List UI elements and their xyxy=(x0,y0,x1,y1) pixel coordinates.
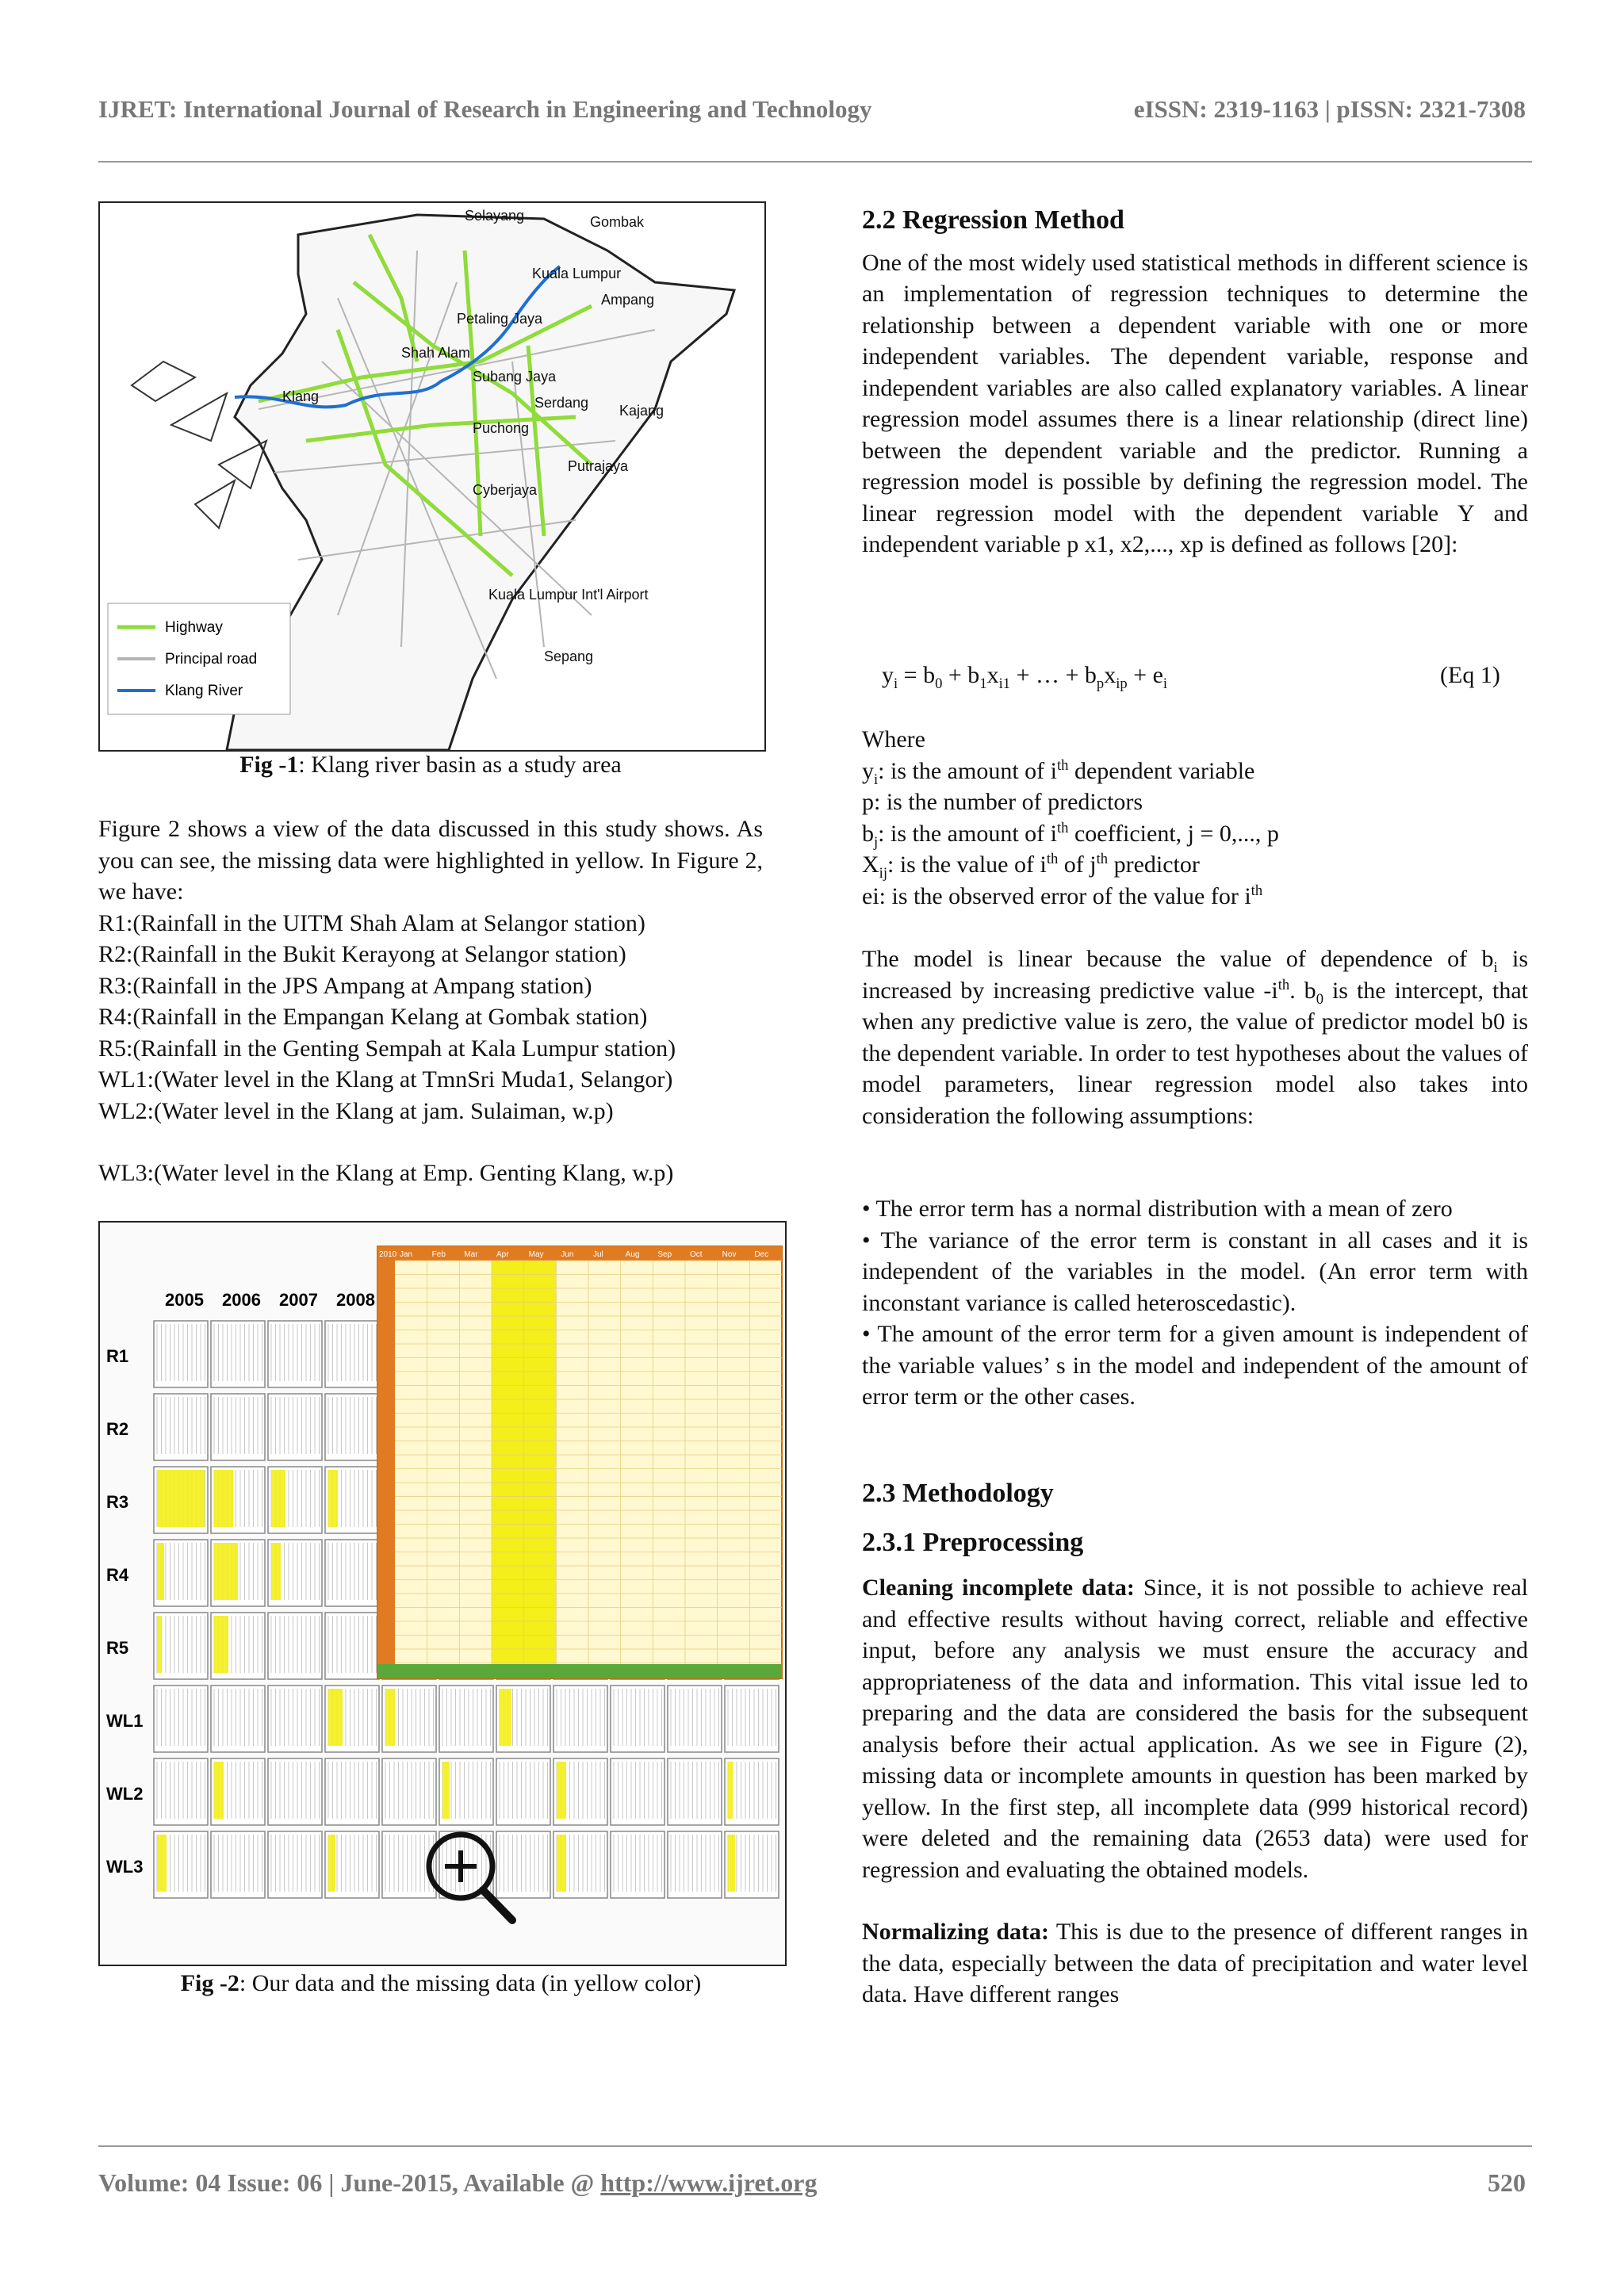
list-item: R1:(Rainfall in the UITM Shah Alam at Selangor station) xyxy=(98,909,645,936)
data-cell xyxy=(725,1686,779,1752)
fig2-data-grid xyxy=(98,1221,787,1966)
data-cell xyxy=(211,1394,265,1460)
list-item: R2:(Rainfall in the Bukit Kerayong at Selangor station) xyxy=(98,941,626,967)
place-label: Cyberjaya xyxy=(473,482,538,498)
regression-paragraph: One of the most widely used statistical methods in different science is an implementation of regression techniques to determine the relationship between a dependent variable with one or more independent variables. The dependent variable, response and independent variables are also called explanatory variables. A linear regression model assumes there is a linear relationship (direct line) between the dependent variable and the predictor. Running a regression model is possible by defining the regression model. The linear regression model with the dependent variable Y and independent variable p x1, x2,..., xp is defined as follows [20]: xyxy=(862,249,1528,557)
normalizing-text: This is due to the presence of different ranges in the data, especially between the data of precipitation and water level data. Have different ranges xyxy=(862,1919,1529,2007)
month-header: 2010 xyxy=(379,1250,397,1259)
data-cell xyxy=(211,1831,265,1898)
month-header: Mar xyxy=(464,1250,478,1259)
fig2-intro: Figure 2 shows a view of the data discussed in this study shows. As you can see, the missing data were highlighted in yellow. In Figure 2, we have: xyxy=(98,816,763,905)
def-p: p: is the number of predictors xyxy=(862,789,1143,815)
fig2-caption-label: Fig -2 xyxy=(180,1970,239,1996)
data-cell xyxy=(268,1613,322,1679)
def-bj-text: : is the amount of i xyxy=(878,820,1057,847)
place-label: Ampang xyxy=(601,292,655,308)
assumption-item: • The variance of the error term is constant in all cases and it is independent of the variables in the model. (An error term with inconstant variance is called heteroscedastic). xyxy=(862,1226,1528,1316)
list-item: R5:(Rainfall in the Genting Sempah at Kala Lumpur station) xyxy=(98,1035,676,1062)
def-ei-text: ei: is the observed error of the value for i xyxy=(862,882,1251,909)
legend-klang-river: Klang River xyxy=(165,683,243,699)
missing-data-mark xyxy=(214,1543,238,1600)
data-cell xyxy=(325,1758,379,1825)
missing-data-mark xyxy=(728,1835,735,1892)
fig1-caption xyxy=(98,749,763,781)
missing-data-mark xyxy=(214,1762,224,1819)
row-label: WL3 xyxy=(106,1857,144,1877)
missing-data-mark xyxy=(157,1616,162,1673)
assumption-item: • The error term has a normal distribution with a mean of zero xyxy=(862,1196,1453,1222)
month-header: Sep xyxy=(657,1250,672,1259)
linear-model-paragraph xyxy=(862,943,1528,1131)
lm-text-3: . b xyxy=(1289,977,1316,1004)
data-cell xyxy=(611,1686,665,1752)
year-label: 2007 xyxy=(279,1290,318,1310)
page-number: 520 xyxy=(1488,2168,1526,2197)
missing-data-mark xyxy=(328,1835,335,1892)
missing-data-mark xyxy=(271,1470,285,1527)
def-xij: $X_{ij}$: is the value of $i^{th}$ of $j^{th}$ predictor xyxy=(862,851,1200,882)
missing-data-mark xyxy=(500,1689,511,1746)
place-label: Putrajaya xyxy=(568,458,629,474)
data-cell xyxy=(268,1758,322,1825)
normalizing-paragraph xyxy=(862,1916,1528,2011)
row-label: R4 xyxy=(106,1565,129,1585)
year-label: 2006 xyxy=(222,1290,261,1310)
fig1-caption-text: : Klang river basin as a study area xyxy=(298,752,622,778)
fig2-caption-text: : Our data and the missing data (in yellow color) xyxy=(239,1970,702,1996)
place-label: Puchong xyxy=(473,420,530,436)
where-label: Where xyxy=(862,726,925,752)
place-label: Shah Alam xyxy=(401,345,471,361)
year-label: 2005 xyxy=(165,1290,204,1310)
assumptions-list xyxy=(862,1193,1528,1413)
month-header: Jun xyxy=(561,1250,574,1259)
footer-volume: Volume: 04 Issue: 06 | June-2015, Available @ xyxy=(98,2168,601,2197)
data-cell xyxy=(439,1686,493,1752)
data-cell xyxy=(496,1758,550,1825)
cleaning-text: Since, it is not possible to achieve real and effective results without having correct, reliable and effective input, before any analysis we must ensure the accuracy and appropriateness of the data and information. This vital issue led to preparing and the data are considered the basis for the subsequent analysis before their actual application. As we see in Figure (2), missing data or incomplete amounts in question has been marked by yellow. In the first step, all incomplete data (999 historical record) were deleted and the remaining data (2653 data) were used for regression and evaluating the obtained models. xyxy=(862,1575,1528,1883)
place-label: Subang Jaya xyxy=(473,369,557,385)
month-header: Nov xyxy=(722,1250,737,1259)
list-item: WL1:(Water level in the Klang at TmnSri Muda1, Selangor) xyxy=(98,1066,673,1093)
place-label: Sepang xyxy=(544,649,594,664)
missing-data-mark xyxy=(328,1689,343,1746)
missing-data-mark xyxy=(728,1762,733,1819)
place-label: Kajang xyxy=(619,403,665,419)
data-cell xyxy=(268,1686,322,1752)
missing-data-mark xyxy=(157,1470,205,1527)
monthly-table xyxy=(377,1246,782,1678)
place-label: Gombak xyxy=(590,214,645,230)
month-header: May xyxy=(528,1250,544,1259)
list-item: R4:(Rainfall in the Empangan Kelang at Gombak station) xyxy=(98,1004,648,1030)
table-index-column xyxy=(377,1261,395,1664)
data-cell xyxy=(382,1758,436,1825)
data-cell xyxy=(496,1831,550,1898)
journal-title: IJRET: International Journal of Research in Engineering and Technology xyxy=(98,95,872,123)
fig1-caption-label: Fig -1 xyxy=(239,752,299,778)
missing-data-mark xyxy=(214,1470,233,1527)
place-label: Klang xyxy=(282,388,320,404)
data-cell xyxy=(154,1613,208,1679)
place-label: Petaling Jaya xyxy=(457,311,543,327)
row-label: R1 xyxy=(106,1346,129,1366)
def-yi-text: : is the amount of i xyxy=(878,757,1057,784)
footer-link[interactable]: http://www.ijret.org xyxy=(600,2168,818,2197)
month-header: Apr xyxy=(496,1250,509,1259)
data-cell xyxy=(668,1686,722,1752)
methodology-section xyxy=(862,1478,1528,2011)
right-column xyxy=(862,205,1528,561)
data-cell xyxy=(725,1758,779,1825)
row-label: WL2 xyxy=(106,1784,144,1804)
data-cell xyxy=(325,1540,379,1606)
cleaning-paragraph xyxy=(862,1572,1528,1885)
fig2-description xyxy=(98,813,763,1189)
missing-data-mark xyxy=(442,1762,450,1819)
header-rule xyxy=(98,161,1532,163)
issn: eISSN: 2319-1163 | pISSN: 2321-7308 xyxy=(1133,95,1526,123)
equation-1: $y_i = b_0 + b_1x_{i1}$ + … + $b_px_{ip} + e_i$ xyxy=(882,662,1168,692)
lm-text-1: The model is linear because the value of dependence of b xyxy=(862,946,1494,972)
cleaning-label: Cleaning incomplete data: xyxy=(862,1575,1135,1601)
month-header: Oct xyxy=(690,1250,703,1259)
section-2-3-title: 2.3 Methodology xyxy=(862,1479,1054,1508)
section-2-2-title: 2.2 Regression Method xyxy=(862,205,1124,235)
row-label: R3 xyxy=(106,1492,129,1512)
page-footer xyxy=(98,2168,1532,2198)
lm-text-2: is increased by increasing predictive value -i xyxy=(862,946,1528,1004)
list-item: WL3:(Water level in the Klang at Emp. Genting Klang, w.p) xyxy=(98,1160,674,1186)
data-cell xyxy=(325,1321,379,1387)
data-cell xyxy=(211,1686,265,1752)
def-bj: $b_j$: is the amount of $i^{th}$ coefficient, j = 0,..., p xyxy=(862,819,1279,851)
data-cell xyxy=(668,1831,722,1898)
equation-label: (Eq 1) xyxy=(1440,662,1500,688)
place-label: Selayang xyxy=(465,208,525,224)
month-header: Feb xyxy=(431,1250,446,1259)
missing-data-mark xyxy=(157,1835,167,1892)
missing-data-mark xyxy=(328,1470,338,1527)
table-footer-bar xyxy=(377,1664,782,1678)
data-cell xyxy=(154,1686,208,1752)
where-block xyxy=(862,724,1528,912)
def-yi: $y_i$: is the amount of $i^{th}$ dependent variable xyxy=(862,756,1255,788)
year-label: 2008 xyxy=(336,1290,375,1310)
legend-highway: Highway xyxy=(165,619,223,636)
data-cell xyxy=(154,1758,208,1825)
missing-data-mark xyxy=(557,1835,566,1892)
data-cell xyxy=(154,1394,208,1460)
month-header: Aug xyxy=(625,1250,640,1259)
map-legend xyxy=(108,603,290,714)
footer-rule xyxy=(98,2145,1532,2147)
place-label: Kuala Lumpur xyxy=(532,266,622,281)
map-graphic xyxy=(100,203,764,750)
assumption-item: • The amount of the error term for a given amount is independent of the variable values’ s in the model and independent of the amount of error term or the other cases. xyxy=(862,1321,1528,1410)
month-header: Jul xyxy=(593,1250,603,1259)
data-cell xyxy=(668,1758,722,1825)
normalizing-label: Normalizing data: xyxy=(862,1919,1050,1945)
missing-data-mark xyxy=(557,1762,566,1819)
legend-principal-road: Principal road xyxy=(165,651,258,668)
linear-model-text: The model is linear because the value of dependence of $b_i$ is increased by increasing predictive value $-i^{th}$. $b_0$ is the intercept, that when any predictive value is zero, the value of predictor model b0 is the dependent variable. In order to test hypotheses about the values of model parameters, linear regression model also takes into consideration the following assumptions: xyxy=(862,946,1529,1129)
data-cell xyxy=(154,1321,208,1387)
island-outlines xyxy=(132,362,266,528)
lm-text-4: is the intercept, that when any predictive value is zero, the value of predictor model b0 is the dependent variable. In order to test hypotheses about the values of model parameters, linear regression model also takes into consideration the following assumptions: xyxy=(862,977,1529,1129)
data-cell xyxy=(268,1321,322,1387)
month-header: Dec xyxy=(754,1250,769,1259)
row-label: R2 xyxy=(106,1419,129,1439)
data-cell xyxy=(325,1394,379,1460)
data-cell xyxy=(611,1758,665,1825)
missing-data-mark xyxy=(385,1689,395,1746)
row-label: WL1 xyxy=(106,1711,144,1731)
data-cell xyxy=(325,1613,379,1679)
def-ei: ei: is the observed error of the value for $i^{th}$ xyxy=(862,882,1263,909)
data-cell xyxy=(268,1394,322,1460)
list-item: WL2:(Water level in the Klang at jam. Sulaiman, w.p) xyxy=(98,1097,614,1124)
fig1-map xyxy=(98,201,766,752)
data-cell xyxy=(268,1831,322,1898)
missing-data-mark xyxy=(271,1543,281,1600)
missing-data-mark xyxy=(157,1543,164,1600)
list-item: R3:(Rainfall in the JPS Ampang at Ampang station) xyxy=(98,972,592,999)
data-cell xyxy=(553,1686,607,1752)
place-label: Serdang xyxy=(534,395,589,411)
section-2-3-1-title: 2.3.1 Preprocessing xyxy=(862,1527,1084,1557)
fig2-caption xyxy=(98,1968,783,1999)
data-cell xyxy=(611,1831,665,1898)
data-grid-graphic xyxy=(100,1223,785,1965)
def-xij-text: : is the value of i xyxy=(887,851,1047,878)
row-label: R5 xyxy=(106,1638,129,1658)
place-label: Kuala Lumpur Int'l Airport xyxy=(488,587,649,603)
month-header: Jan xyxy=(400,1250,413,1259)
missing-data-mark xyxy=(214,1616,228,1673)
data-cell xyxy=(211,1321,265,1387)
